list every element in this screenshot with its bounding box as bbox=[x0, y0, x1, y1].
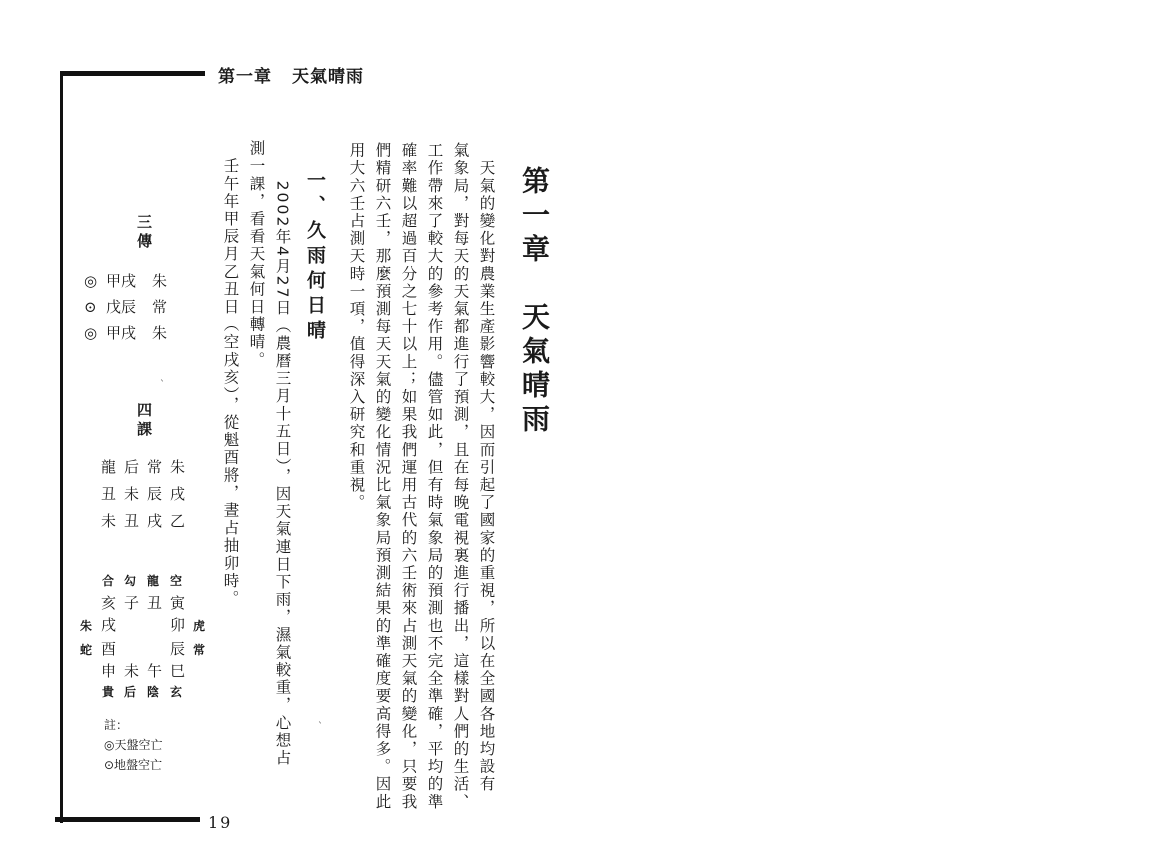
tian-pan-bottom-god: 貴 bbox=[102, 685, 115, 699]
body-column-1: 天氣的變化對農業生產影響較大，因而引起了國家的重視，所以在全國各地均設有 bbox=[477, 142, 496, 794]
tian-pan-top-god: 龍 bbox=[147, 574, 160, 588]
tian-pan-left-god: 朱 bbox=[80, 619, 93, 633]
section-title: 一、久雨何日晴 bbox=[304, 170, 326, 345]
body-column-2: 氣象局，對每天的天氣都進行了預測，且在每晚電視裏進行播出，這樣對人們的生活、 bbox=[451, 142, 470, 811]
san-chuan-row: ⊙ 戊辰 常 bbox=[84, 298, 168, 316]
tian-pan-left-god: 蛇 bbox=[80, 643, 93, 657]
section-column-3: 壬午年甲辰月乙丑日（空戌亥），從魁酉將，晝占抽卯時。 bbox=[221, 140, 240, 608]
tian-pan-top-branch: 丑 bbox=[147, 594, 163, 612]
si-ke-label: 四課 bbox=[135, 402, 153, 440]
body-column-6: 用大六壬占測天時一項，值得深入研究和重視。 bbox=[347, 142, 366, 512]
si-ke-god: 常 bbox=[147, 458, 163, 476]
si-ke-upper: 未 bbox=[124, 485, 140, 503]
note-line: ⊙地盤空亡 bbox=[104, 758, 163, 772]
chapter-title: 第一章 天氣晴雨 bbox=[518, 166, 551, 438]
si-ke-lower: 乙 bbox=[170, 512, 186, 530]
tian-pan-bottom-god: 玄 bbox=[170, 685, 183, 699]
tian-pan-bottom-god: 后 bbox=[124, 685, 137, 699]
note-line: ◎天盤空亡 bbox=[104, 738, 163, 752]
tian-pan-right-god: 虎 bbox=[193, 619, 206, 633]
section-column-2: 測一課，看看天氣何日轉晴。 bbox=[247, 140, 266, 369]
body-column-5: 們精研六壬，那麼預測每天天氣的變化情況比氣象局預測結果的準確度要高得多。因此 bbox=[373, 142, 392, 811]
tian-pan-right-branch: 卯 bbox=[170, 616, 186, 634]
tian-pan-left-branch: 戌 bbox=[101, 616, 117, 634]
san-chuan-label: 三傳 bbox=[135, 214, 153, 252]
tian-pan-bottom-branch: 申 bbox=[101, 662, 117, 680]
tian-pan-top-branch: 子 bbox=[124, 594, 140, 612]
page-number: 19 bbox=[208, 813, 233, 832]
tian-pan-top-god: 勾 bbox=[124, 574, 137, 588]
si-ke-upper: 戌 bbox=[170, 485, 186, 503]
tian-pan-right-branch: 辰 bbox=[170, 640, 186, 658]
tian-pan-top-branch: 寅 bbox=[170, 594, 186, 612]
body-column-4: 確率難以超過百分之七十以上；如果我們運用古代的六壬術來占測天氣的變化，只要我 bbox=[399, 142, 418, 811]
scan-speck: ˋ bbox=[318, 722, 323, 733]
tian-pan-right-god: 常 bbox=[193, 643, 206, 657]
running-header-title: 天氣晴雨 bbox=[292, 67, 364, 87]
si-ke-god: 后 bbox=[124, 458, 140, 476]
margin-rule bbox=[60, 71, 63, 823]
void-marker-icon: ◎ bbox=[84, 272, 98, 290]
tian-pan-bottom-branch: 巳 bbox=[170, 662, 186, 680]
si-ke-lower: 丑 bbox=[124, 512, 140, 530]
running-header-chapter: 第一章 bbox=[218, 67, 272, 87]
si-ke-upper: 辰 bbox=[147, 485, 163, 503]
tian-pan-top-god: 空 bbox=[170, 574, 183, 588]
si-ke-lower: 戌 bbox=[147, 512, 163, 530]
tian-pan-bottom-branch: 午 bbox=[147, 662, 163, 680]
tian-pan-bottom-god: 陰 bbox=[147, 685, 160, 699]
si-ke-god: 朱 bbox=[170, 458, 186, 476]
san-chuan-row: ◎ 甲戌 朱 bbox=[84, 272, 168, 290]
footer-rule bbox=[55, 817, 200, 822]
tian-pan-top-god: 合 bbox=[102, 574, 115, 588]
section-column-1: 2002年4月27日（農曆三月十五日），因天氣連日下雨，濕氣較重，心想占 bbox=[273, 163, 292, 767]
header-rule bbox=[60, 71, 205, 76]
tian-pan-bottom-branch: 未 bbox=[124, 662, 140, 680]
void-marker-icon: ◎ bbox=[84, 324, 98, 342]
san-chuan-row: ◎ 甲戌 朱 bbox=[84, 324, 168, 342]
tian-pan-left-branch: 酉 bbox=[101, 640, 117, 658]
running-header bbox=[218, 62, 364, 87]
notes-title: 註： bbox=[104, 718, 129, 732]
si-ke-god: 龍 bbox=[101, 458, 117, 476]
scan-speck: ˋ bbox=[160, 380, 165, 391]
body-column-3: 工作帶來了較大的參考作用。儘管如此，但有時氣象局的預測也不完全準確，平均的準 bbox=[425, 142, 444, 811]
void-marker-icon: ⊙ bbox=[84, 298, 97, 316]
si-ke-lower: 未 bbox=[101, 512, 117, 530]
tian-pan-top-branch: 亥 bbox=[101, 594, 117, 612]
si-ke-upper: 丑 bbox=[101, 485, 117, 503]
